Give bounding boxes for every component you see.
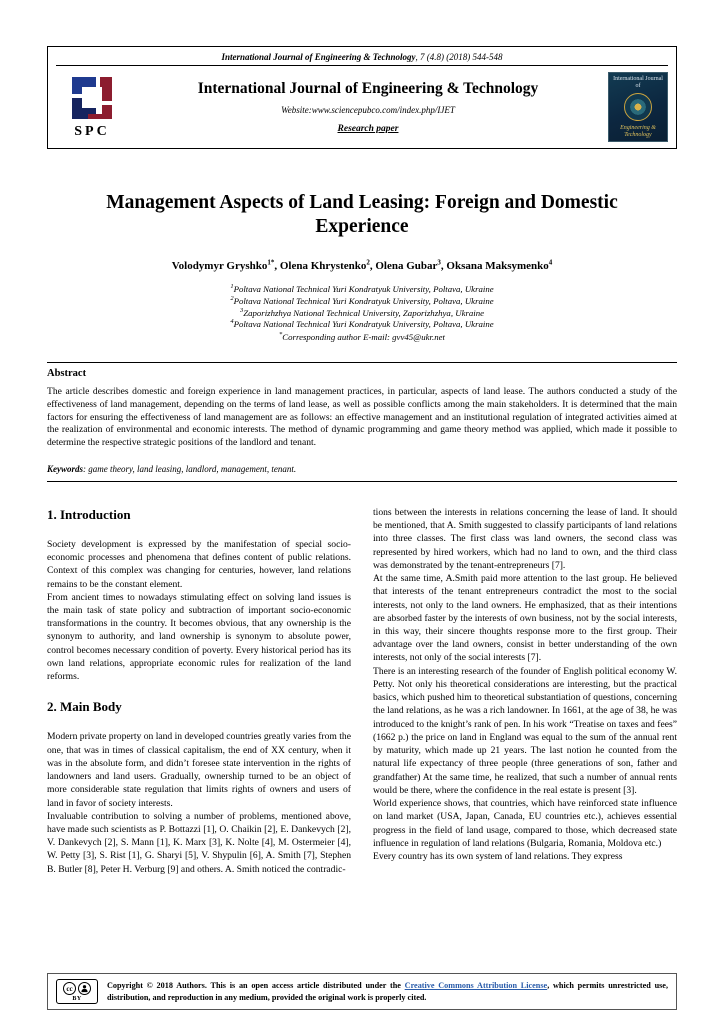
- body-paragraph: There is an interesting research of the founder of English political economy W. Petty. Not only his theoretical considerations are interesting, but the practical basics, which pushed him to theoretical substantiation of questions, concerning the land relations, as he was a rich landowner. In 1661, at the age of 38, he was introduced to the knight’s rank of pen. In his work “Treatise on taxes and fees” (1662 p.) the price on land in England was equal to the sum of the annual rent by maturity, which made up 21 years. The last notion he counted from the natural life expectancy of three people (three generations of son, father and grandfather) At the same time, he realized, that such a number of annual rents would be there, where the confidence in the real estate is present [3].: [373, 665, 677, 796]
- author-name: Volodymyr Gryshko$^{1*}$: [171, 258, 275, 272]
- copyright-text: [107, 980, 668, 1002]
- abstract-heading: Abstract: [47, 368, 87, 380]
- body-columns: [47, 506, 677, 876]
- section-heading: 2. Main Body: [47, 699, 122, 715]
- journal-website-link[interactable]: Website:www.sciencepubco.com/index.php/IJET: [281, 105, 455, 115]
- affiliations: [47, 284, 677, 344]
- body-paragraph: Society development is expressed by the manifestation of special socio-economic processes and phenomena that defines content of public relations. Context of this complex was changing for centuries, however, land relations remains to be the constant element.: [47, 538, 351, 590]
- copyright-footer: [47, 973, 677, 1010]
- journal-citation: [56, 52, 668, 66]
- divider-bottom: [47, 481, 677, 482]
- publisher-logo: [56, 74, 128, 140]
- cover-title-line1: International Journal of: [613, 76, 663, 89]
- affiliation-line: $^2$Poltava National Technical Yuri Kondratyuk University, Poltava, Ukraine: [230, 294, 494, 306]
- keywords-text: : game theory, land leasing, landlord, management, tenant.: [83, 463, 297, 474]
- journal-citation-name: International Journal of Engineering & Technology: [221, 52, 416, 62]
- cc-icon: cc: [63, 982, 76, 995]
- authors-line: Volodymyr Gryshko$^{1*}$, Olena Khrystenko$^2$, Olena Gubar$^3$, Oksana Maksymenko$^4$: [171, 258, 553, 272]
- cover-ornament: [624, 93, 652, 121]
- corresponding-author-line[interactable]: *Corresponding author E-mail: gvv45@ukr.net: [279, 331, 445, 343]
- journal-header-center: [128, 80, 608, 134]
- right-column: [373, 506, 677, 876]
- affiliation-line: $^1$Poltava National Technical Yuri Kondratyuk University, Poltava, Ukraine: [230, 282, 494, 294]
- publisher-logo-text: SPC: [74, 124, 110, 139]
- author-name: Olena Gubar$^3$: [375, 258, 441, 272]
- spc-logo-icon: [66, 74, 118, 122]
- journal-citation-detail: , 7 (4.8) (2018) 544-548: [415, 52, 503, 62]
- paper-type-label: Research paper: [337, 124, 399, 134]
- paper-title: Management Aspects of Land Leasing: Foreign and Domestic Experience: [106, 192, 618, 238]
- author-name: Oksana Maksymenko$^4$: [446, 258, 553, 272]
- person-icon: [78, 982, 91, 995]
- body-paragraph: tions between the interests in relations concerning the lease of land. It should be mentioned, that A. Smith suggested to classify participants of land relations into three classes. The first class was land owners, the second class was represented by hired workers, which had no land to own, and the third class was demonstrated by the tenant-entrepreneurs [7].: [373, 506, 677, 571]
- body-paragraph: Every country has its own system of land relations. They express: [373, 850, 623, 862]
- abstract-text: The article describes domestic and foreign experience in land management practices, in particular, aspects of land lease. The authors conducted a study of the effectiveness of land management, depending on the terms of land lease, as well as possible conflicts among the main stakeholders. It is determined that the main factors for ensuring the effectiveness of land management are as follows: an effective management and an institutional regulation of integrated activities aimed at the realization of environmental and economic interests. The method of dynamic programming and game theory method was applied, which made it possible to determine the respective strategic positions of the landlord and tenant.: [47, 386, 677, 449]
- journal-header-row: [56, 72, 668, 142]
- cover-title-line2: Engineering & Technology: [620, 125, 656, 138]
- copyright-text-before: Copyright © 2018 Authors. This is an open access article distributed under the: [107, 981, 405, 991]
- affiliation-line: $^3$Zaporizhzhya National Technical University, Zaporizhzhya, Ukraine: [239, 306, 485, 318]
- license-link[interactable]: Creative Commons Attribution License: [404, 981, 548, 991]
- journal-cover-thumbnail: [608, 72, 668, 142]
- divider-top: [47, 362, 677, 363]
- section-heading: 1. Introduction: [47, 506, 131, 522]
- keywords-line: [47, 464, 677, 474]
- copyright-text-after: , which permits unrestricted use, distribution, and reproduction in any medium, provided the original work is properly cited.: [107, 981, 668, 1002]
- journal-header: [47, 46, 677, 149]
- body-paragraph: World experience shows, that countries, which have reinforced state influence on land market (USA, Japan, Canada, EU countries etc.), achieves essential progress in the field of land usage, compared to those, which decreased state influence in regulation of land relations (Bulgaria, Romania, Moldova etc.): [373, 798, 677, 849]
- cc-by-label: BY: [72, 996, 82, 1002]
- cc-badge-row: [63, 982, 91, 995]
- journal-title: International Journal of Engineering & Technology: [197, 80, 539, 97]
- body-paragraph: From ancient times to nowadays stimulating effect on solving land issues is the main task of state policy and subtraction of important socio-economic transformations in the country. It becomes obvious, that any ownership is the synonym to authority, and land ownership is synonym to absolute power, control becomes necessary condition of poverty. Every historical period has its own land relations, appropriate economic rules for realization of the land reforms.: [47, 591, 351, 683]
- left-column: [47, 506, 351, 876]
- affiliation-line: $^4$Poltava National Technical Yuri Kondratyuk University, Poltava, Ukraine: [230, 318, 494, 330]
- keywords-label: Keywords: [47, 463, 83, 474]
- author-name: Olena Khrystenko$^2$: [279, 258, 370, 272]
- body-paragraph: At the same time, A.Smith paid more attention to the last group. He believed that interests of the tenant entrepreneurs contradict the most to the social interests, not only to the land owners. He emphasized, that as their intentions are absorbed faster by the interests of own business, not by the social interests, in this way, their sincere thoughts response more to the first group. Their advantage over the land owners, consist in better understanding of the own interests, not only of the social interests [7].: [373, 573, 677, 664]
- cc-by-badge: [56, 979, 98, 1004]
- body-paragraph: Invaluable contribution to solving a number of problems, mentioned above, have made such scientists as P. Bottazzi [1], O. Chaikin [2], E. Dankevych [2], V. Dankevych [2], S. Mann [1], K. Marx [3], K. Nolte [4], M. Ostermeier [4], W. Petty [3], S. Rist [1], G. Sharyi [5], V. Shypulin [6], A. Smith [7], Stephen B. Butler [8], Peter H. Verburg [9] and others. A. Smith noticed the contradic-: [47, 810, 351, 875]
- body-paragraph: Modern private property on land in developed countries greatly varies from the one, that was in times of classical capitalism, the end of XX century, when it was in the absolute form, and didn’t foresee state intervention in the rights of landowners and land users. Gradually, ownership turned to be an object of more considerable state regulation that limits rights of owners and users of land in favor of society interests.: [47, 731, 351, 809]
